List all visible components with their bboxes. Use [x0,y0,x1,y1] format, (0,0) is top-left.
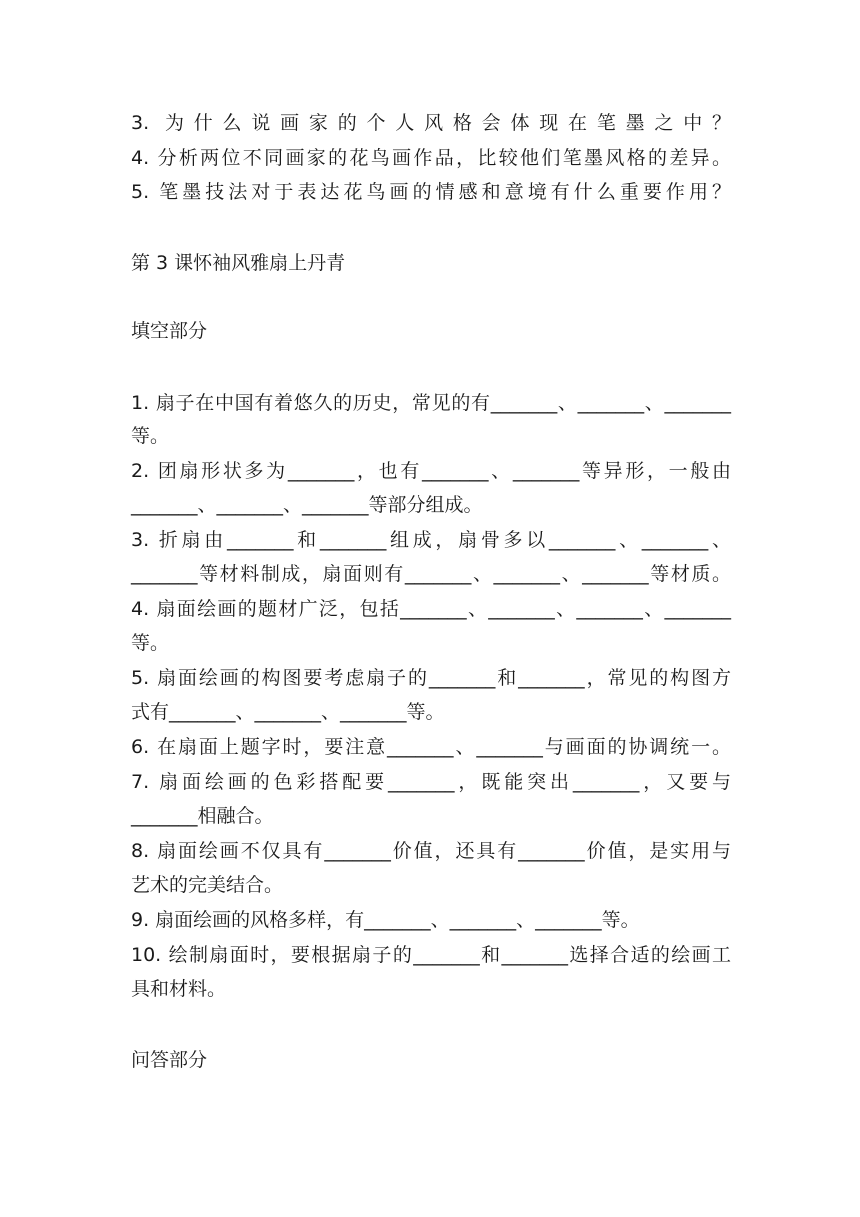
fill-blank-8-line-2: 艺术的完美结合。 [131,874,284,896]
question-4: 4. 分析两位不同画家的花鸟画作品，比较他们笔墨风格的差异。 [131,147,731,169]
fill-blank-3-line-2: _______等材料制成，扇面则有_______、_______、_______等材质。 [131,563,731,585]
fill-blank-5-line-1: 5. 扇面绘画的构图要考虑扇子的_______和_______，常见的构图方 [131,667,731,689]
fill-blank-10-line-2: 具和材料。 [131,978,227,1000]
fill-blank-1-line-1: 1. 扇子在中国有着悠久的历史，常见的有_______、_______、_______ [131,392,731,414]
fill-blank-9: 9. 扇面绘画的风格多样，有_______、_______、_______等。 [131,909,640,931]
fill-blank-8-line-1: 8. 扇面绘画不仅具有_______价值，还具有_______价值，是实用与 [131,840,731,862]
fill-blank-4-line-2: 等。 [131,632,170,654]
fill-blank-10-line-1: 10. 绘制扇面时，要根据扇子的_______和_______选择合适的绘画工 [131,944,731,966]
lesson-title: 第 3 课怀袖风雅扇上丹青 [131,252,346,274]
question-5: 5. 笔墨技法对于表达花鸟画的情感和意境有什么重要作用？ [131,181,731,203]
fill-blank-5-line-2: 式有_______、_______、_______等。 [131,701,445,723]
fill-blank-4-line-1: 4. 扇面绘画的题材广泛，包括_______、_______、_______、_______ [131,598,731,620]
qa-heading: 问答部分 [131,1049,208,1071]
fill-blank-2-line-1: 2. 团扇形状多为_______，也有_______、_______等异形，一般由 [131,460,731,482]
fill-blank-3-line-1: 3. 折扇由_______和_______组成，扇骨多以_______、_______、 [131,529,731,551]
question-3: 3. 为什么说画家的个人风格会体现在笔墨之中？ [131,112,731,134]
fill-blank-6: 6. 在扇面上题字时，要注意_______、_______与画面的协调统一。 [131,736,731,758]
fill-blank-heading: 填空部分 [131,320,208,342]
fill-blank-7-line-1: 7. 扇面绘画的色彩搭配要_______，既能突出_______，又要与 [131,771,731,793]
fill-blank-1-line-2: 等。 [131,425,170,447]
fill-blank-2-line-2: _______、_______、_______等部分组成。 [131,494,483,516]
fill-blank-7-line-2: _______相融合。 [131,805,274,827]
